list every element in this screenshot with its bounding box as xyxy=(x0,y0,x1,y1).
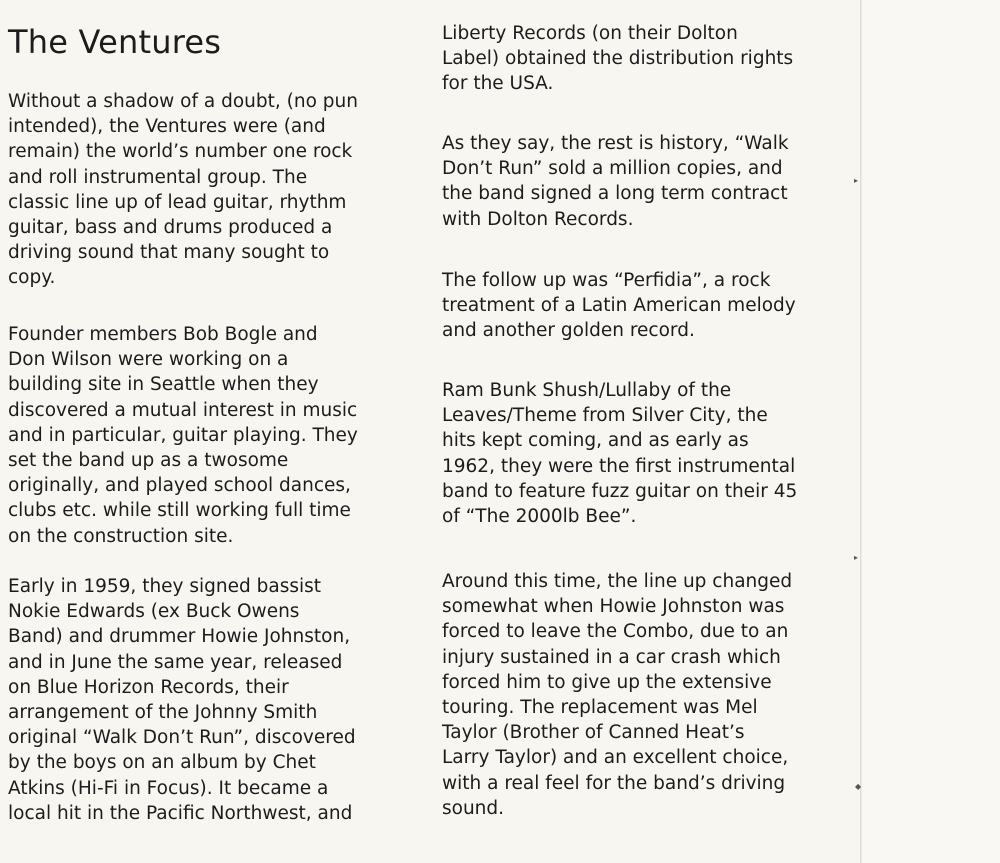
text-line: Ram Bunk Shush/Lullaby of the xyxy=(442,380,732,401)
text-line: Don Wilson were working on a xyxy=(8,349,289,371)
text-line: treatment of a Latin American melody xyxy=(442,295,796,317)
text-line: copy. xyxy=(8,267,56,289)
text-line: and roll instrumental group. The xyxy=(8,166,308,188)
text-line: somewhat when Howie Johnston was xyxy=(442,596,785,618)
fold-mark: ▸ xyxy=(854,176,859,185)
text-line: Early in 1959, they signed bassist xyxy=(8,576,322,597)
text-line: with a real feel for the band’s driving xyxy=(442,772,786,794)
text-line: guitar, bass and drums produced a xyxy=(8,217,333,238)
text-line: discovered a mutual interest in music xyxy=(8,399,358,421)
next-panel-background xyxy=(862,0,1000,863)
text-line: Label) obtained the distribution rights xyxy=(442,48,794,70)
text-line: Nokie Edwards (ex Buck Owens xyxy=(8,601,300,623)
text-line: As they say, the rest is history, “Walk xyxy=(442,133,789,154)
text-line: for the USA. xyxy=(442,73,554,95)
text-line: Atkins (Hi-Fi in Focus). It became a xyxy=(8,777,329,799)
text-line: Don’t Run” sold a million copies, and xyxy=(442,158,783,180)
text-line: Founder members Bob Bogle and xyxy=(8,324,318,345)
text-line: Around this time, the line up changed xyxy=(442,571,793,592)
text-line: band to feature fuzz guitar on their 45 xyxy=(442,480,798,502)
text-line: local hit in the Pacific Northwest, and xyxy=(8,802,353,824)
text-line: originally, and played school dances, xyxy=(8,475,351,497)
text-line: set the band up as a twosome xyxy=(8,450,289,471)
text-line: Band) and drummer Howie Johnston, xyxy=(8,626,351,648)
text-line: and in particular, guitar playing. They xyxy=(8,424,358,446)
text-line: building site in Seattle when they xyxy=(8,374,319,396)
text-line: arrangement of the Johnny Smith xyxy=(8,702,318,723)
text-line: forced to leave the Combo, due to an xyxy=(442,621,789,643)
text-line: 1962, they were the first instrumental xyxy=(442,455,796,477)
text-line: intended), the Ventures were (and xyxy=(8,116,326,138)
fold-mark: ◆ xyxy=(855,782,862,791)
text-line: Without a shadow of a doubt, (no pun xyxy=(8,91,358,112)
text-line: on Blue Horizon Records, their xyxy=(8,676,289,698)
text-line: sound. xyxy=(442,797,505,819)
text-line: Leaves/Theme from Silver City, the xyxy=(442,405,768,427)
text-line: and in June the same year, released xyxy=(8,651,343,673)
page-title: The Ventures xyxy=(8,23,222,61)
fold-mark: ▸ xyxy=(854,553,859,562)
text-line: and another golden record. xyxy=(442,320,695,342)
text-line: with Dolton Records. xyxy=(442,208,634,230)
text-line: original “Walk Don’t Run”, discovered xyxy=(8,727,356,749)
text-line: Larry Taylor) and an excellent choice, xyxy=(442,747,789,769)
text-line: clubs etc. while still working full time xyxy=(8,500,351,522)
text-line: the band signed a long term contract xyxy=(442,183,788,205)
text-line: touring. The replacement was Mel xyxy=(442,697,758,718)
text-line: Taylor (Brother of Canned Heat’s xyxy=(442,722,745,744)
text-line: hits kept coming, and as early as xyxy=(442,430,749,452)
text-line: Liberty Records (on their Dolton xyxy=(442,23,738,44)
panel-fold xyxy=(860,0,862,863)
text-line: of “The 2000lb Bee”. xyxy=(442,506,637,527)
text-line: injury sustained in a car crash which xyxy=(442,646,781,668)
text-line: forced him to give up the extensive xyxy=(442,671,772,693)
text-line: driving sound that many sought to xyxy=(8,242,330,264)
text-line: remain) the world’s number one rock xyxy=(8,141,353,163)
text-line: by the boys on an album by Chet xyxy=(8,752,316,774)
text-line: on the construction site. xyxy=(8,525,234,547)
text-line: The follow up was “Perfidia”, a rock xyxy=(442,270,771,291)
text-line: classic line up of lead guitar, rhythm xyxy=(8,191,347,213)
